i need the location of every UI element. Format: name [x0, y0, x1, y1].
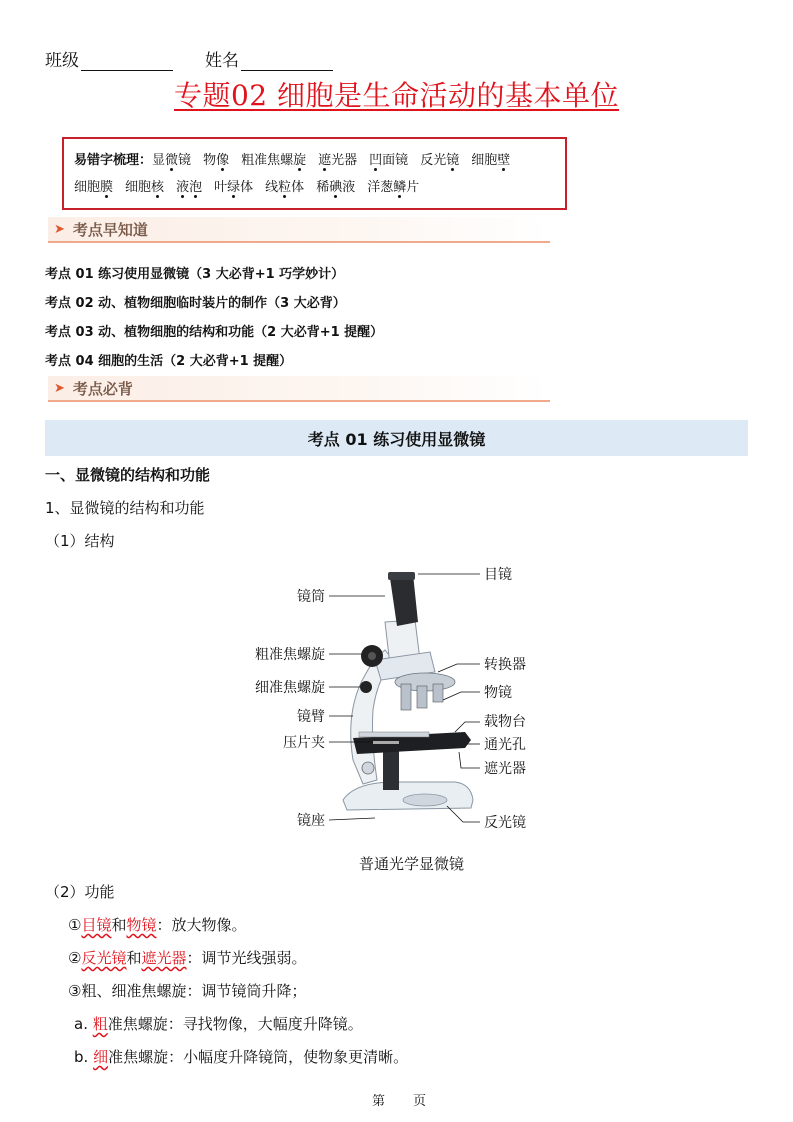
label-zheguangqi: 遮光器	[484, 761, 526, 777]
wrong-chars-line1	[74, 147, 555, 174]
function-desc: ：调节光线强弱。	[186, 949, 307, 967]
word: 线粒体	[265, 180, 305, 195]
label-jingtong: 镜筒	[297, 589, 325, 605]
microscope-figure	[225, 560, 555, 845]
page-footer	[372, 1090, 426, 1109]
function-line-2	[68, 947, 307, 968]
function-desc: ：放大物像。	[156, 916, 247, 934]
banner-kaodian-zaozhidao	[48, 217, 550, 243]
function-line-b	[74, 1046, 408, 1067]
label-wujing: 物镜	[484, 685, 512, 701]
word: 粗准焦螺旋	[241, 153, 307, 168]
label-yapianjia: 压片夹	[283, 735, 325, 751]
kaodian-item: 考点 04 细胞的生活（2 大必背+1 提醒）	[45, 354, 293, 369]
word: 显微镜	[152, 153, 192, 168]
banner-kaodian-bibei	[48, 376, 550, 402]
conjunction: 和	[111, 916, 127, 934]
arrow-icon: ➤	[54, 380, 65, 396]
name-field[interactable]	[205, 46, 333, 71]
microscope-illustration	[225, 560, 555, 845]
keyword-wujing: 物镜	[126, 916, 157, 934]
label-xizhunjiao: 细准焦螺旋	[255, 680, 325, 696]
word: 洋葱鳞片	[367, 180, 420, 195]
function-line-a	[74, 1013, 363, 1034]
header-fields	[45, 46, 333, 71]
footer-pre: 第	[372, 1094, 386, 1109]
wrong-chars-box	[62, 137, 567, 210]
word: 细胞核	[125, 180, 165, 195]
kaodian-item: 考点 01 练习使用显微镜（3 大必背+1 巧学妙计）	[45, 267, 345, 282]
name-label: 姓名	[205, 51, 239, 71]
conjunction: 和	[126, 949, 142, 967]
label-mujing: 目镜	[484, 567, 512, 583]
class-field[interactable]	[45, 46, 173, 71]
label-zhuanhuanqi: 转换器	[484, 657, 526, 673]
word: 叶绿体	[214, 180, 254, 195]
list-marker: ②	[68, 949, 82, 967]
label-jingbi: 镜臂	[297, 709, 325, 725]
word: 细胞壁	[471, 153, 511, 168]
function-desc: 准焦螺旋：寻找物像，大幅度升降镜。	[107, 1015, 363, 1033]
footer-post: 页	[413, 1094, 427, 1109]
label-fanguangjing: 反光镜	[484, 815, 526, 831]
keyword-cu: 粗	[92, 1015, 108, 1033]
label-zaiwutai: 载物台	[484, 714, 526, 730]
word: 凹面镜	[369, 153, 409, 168]
keyword-mujing: 目镜	[81, 916, 112, 934]
page-title: 专题02 细胞是生命活动的基本单位	[173, 79, 620, 112]
list-marker: b.	[74, 1048, 94, 1066]
word: 反光镜	[420, 153, 460, 168]
figure-caption: 普通光学显微镜	[358, 855, 464, 873]
label-tongguangkong: 通光孔	[484, 737, 526, 753]
banner-text: 考点必背	[72, 379, 133, 398]
kaodian-item: 考点 03 动、植物细胞的结构和功能（2 大必背+1 提醒）	[45, 325, 384, 340]
sub-heading-function: （2）功能	[45, 883, 115, 901]
kaodian-item: 考点 02 动、植物细胞临时装片的制作（3 大必背）	[45, 296, 346, 311]
word: 物像	[203, 153, 230, 168]
keyword-zheguangqi: 遮光器	[141, 949, 187, 967]
banner-text: 考点早知道	[72, 220, 148, 239]
word: 遮光器	[318, 153, 358, 168]
class-label: 班级	[45, 51, 79, 71]
wrong-chars-line2	[74, 174, 555, 201]
topic-header: 考点 01 练习使用显微镜	[45, 420, 748, 456]
function-desc: 准焦螺旋：小幅度升降镜筒，使物象更清晰。	[108, 1048, 409, 1066]
keyword-xi: 细	[93, 1048, 109, 1066]
word: 液泡	[176, 180, 203, 195]
function-line-3: ③粗、细准焦螺旋：调节镜筒升降；	[68, 982, 307, 1000]
list-marker: ①	[68, 916, 82, 934]
word: 稀碘液	[316, 180, 356, 195]
label-cuzhunjiao: 粗准焦螺旋	[255, 647, 325, 663]
arrow-icon: ➤	[54, 221, 65, 237]
label-jingzuo: 镜座	[297, 813, 325, 829]
word: 细胞膜	[74, 180, 114, 195]
keyword-fanguangjing: 反光镜	[81, 949, 127, 967]
wrong-chars-label: 易错字梳理：	[74, 153, 153, 168]
sub-heading-structure: （1）结构	[45, 532, 115, 550]
section-heading: 一、显微镜的结构和功能	[45, 466, 211, 484]
class-blank[interactable]	[81, 54, 173, 71]
name-blank[interactable]	[241, 54, 333, 71]
sub-heading: 1、显微镜的结构和功能	[45, 499, 205, 517]
function-line-1	[68, 914, 247, 935]
list-marker: a.	[74, 1015, 93, 1033]
